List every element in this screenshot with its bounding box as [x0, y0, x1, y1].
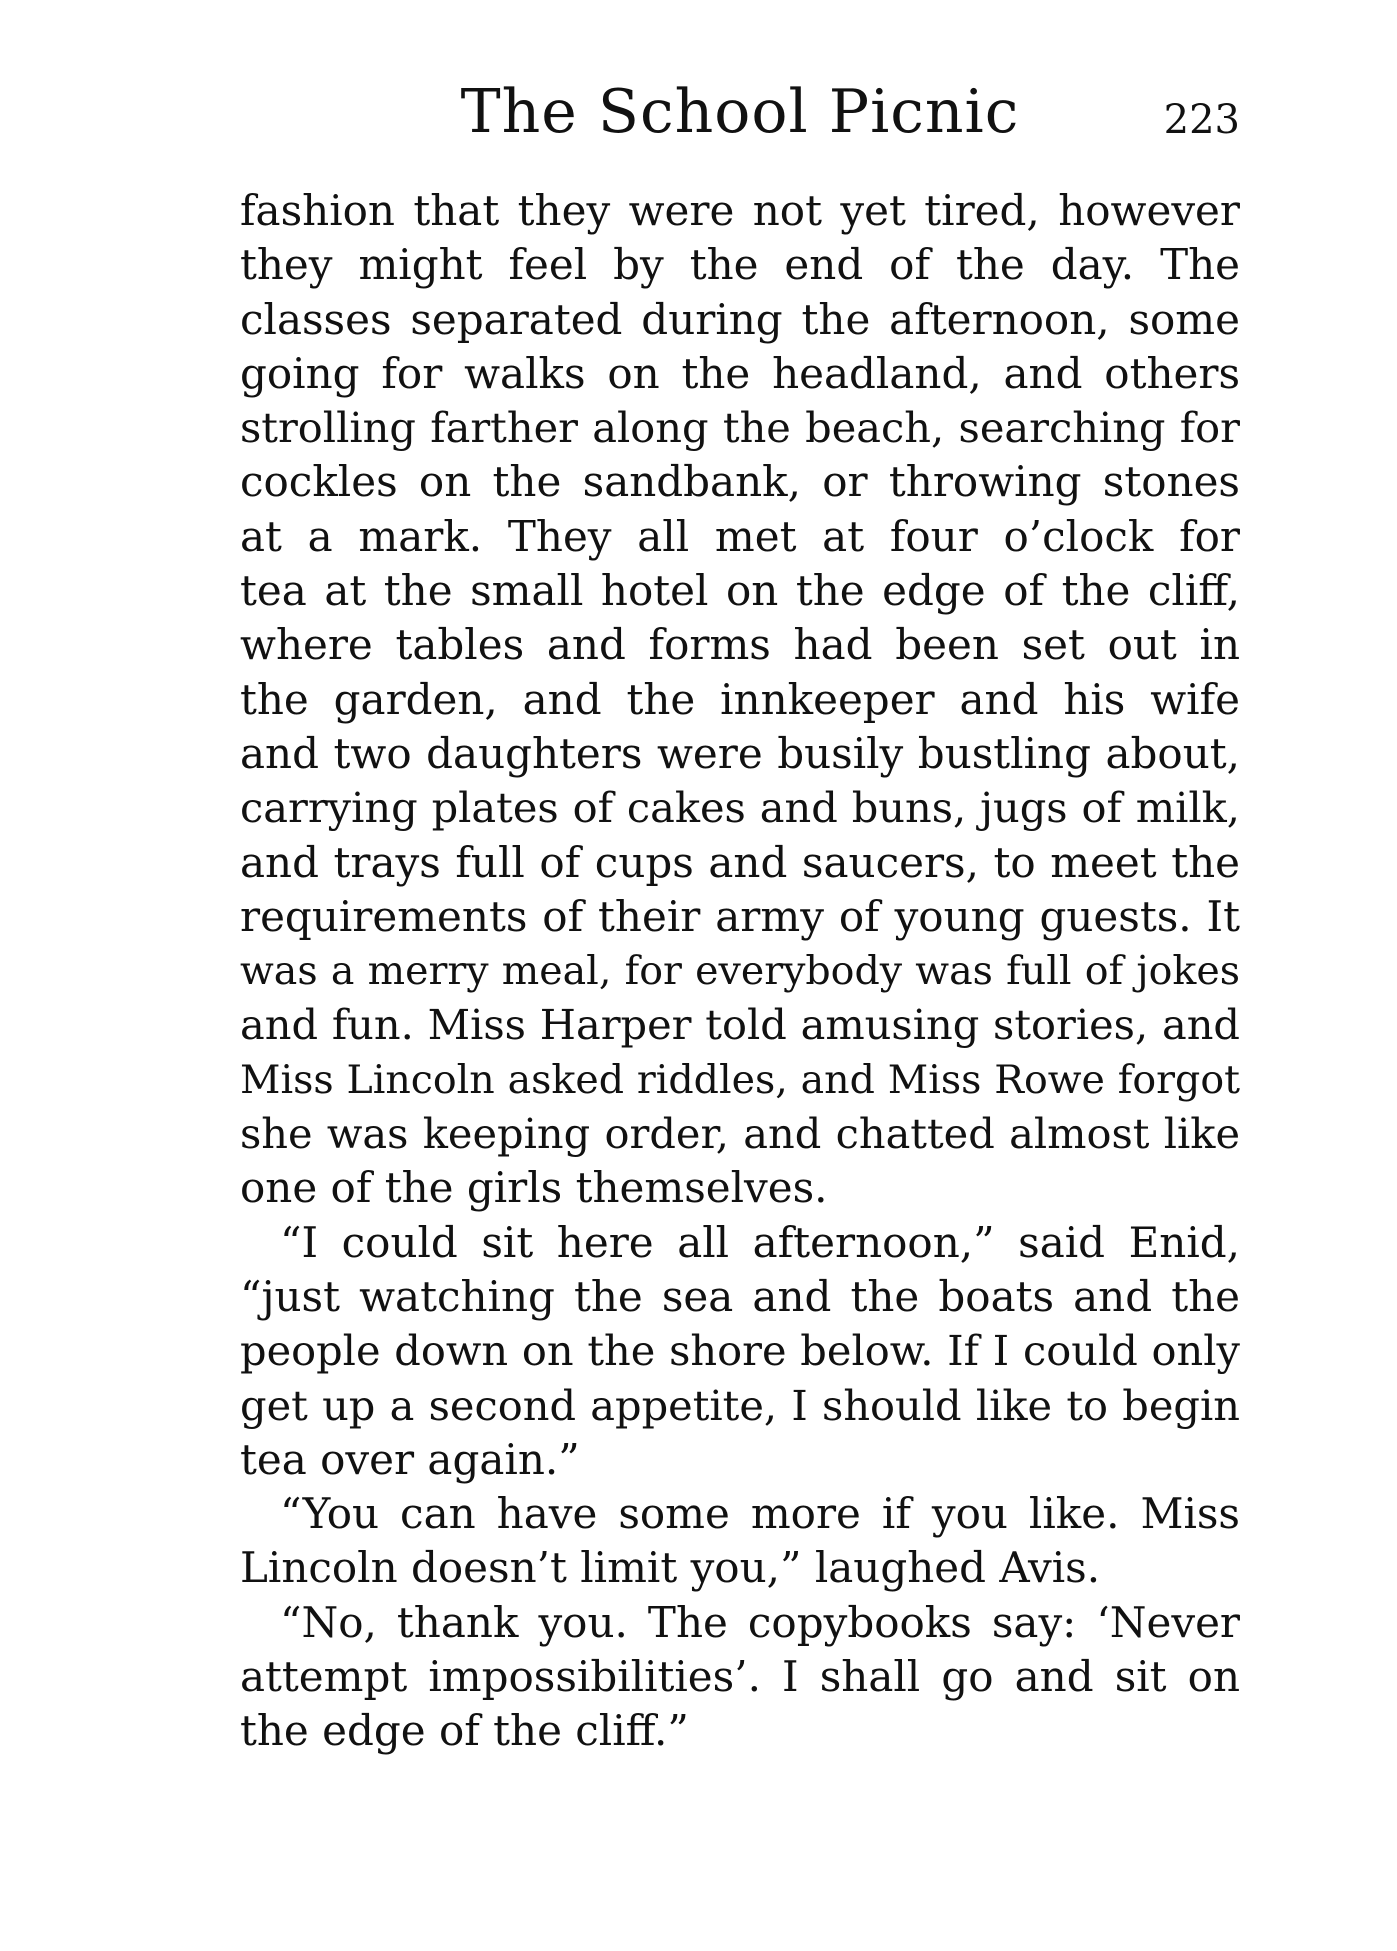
page-number: 223 — [1163, 97, 1240, 143]
text-line: one of the girls themselves. — [240, 1163, 828, 1213]
text-line: fashion that they were not yet tired, however — [240, 186, 1240, 235]
text-line: and fun. Miss Harper told amusing stories, and — [240, 1000, 1240, 1050]
text-line: classes separated during the afternoon, some — [240, 294, 1240, 344]
text-line: “just watching the sea and the boats and the — [240, 1271, 1240, 1321]
text-line: get up a second appetite, I should like to begin — [240, 1380, 1240, 1430]
text-line: people down on the shore below. If I could only — [240, 1326, 1240, 1376]
text-line: she was keeping order, and chatted almost like — [240, 1109, 1240, 1159]
running-title: The School Picnic — [460, 77, 1020, 147]
text-line: attempt impossibilities’. I shall go and sit on — [240, 1652, 1240, 1702]
text-line: “No, thank you. The copybooks say: ‘Never — [280, 1597, 1240, 1647]
page-header — [240, 72, 1240, 152]
text-line: and two daughters were busily bustling about, — [240, 728, 1240, 778]
text-line: tea over again.” — [240, 1434, 580, 1484]
text-line: Miss Lincoln asked riddles, and Miss Rowe forgot — [240, 1056, 1240, 1103]
text-line: the edge of the cliff.” — [240, 1706, 689, 1756]
text-line: they might feel by the end of the day. The — [240, 240, 1240, 290]
text-line: at a mark. They all met at four o’clock for — [240, 511, 1240, 561]
text-line: strolling farther along the beach, searching for — [240, 403, 1240, 453]
text-line: where tables and forms had been set out in — [240, 620, 1240, 670]
text-line: “I could sit here all afternoon,” said Enid, — [280, 1217, 1240, 1267]
text-line: was a merry meal, for everybody was full of jokes — [240, 948, 1240, 995]
text-line: cockles on the sandbank, or throwing stones — [240, 457, 1240, 507]
text-line: carrying plates of cakes and buns, jugs of milk, — [240, 783, 1240, 833]
body-text — [240, 184, 1240, 1759]
text-line: the garden, and the innkeeper and his wife — [240, 674, 1240, 724]
text-line: Lincoln doesn’t limit you,” laughed Avis. — [240, 1543, 1101, 1593]
text-line: tea at the small hotel on the edge of the cliff, — [240, 566, 1240, 616]
text-line: requirements of their army of young guests. It — [240, 891, 1240, 941]
text-line: going for walks on the headland, and others — [240, 348, 1240, 398]
text-line: and trays full of cups and saucers, to meet the — [240, 837, 1240, 887]
text-line: “You can have some more if you like. Miss — [280, 1489, 1240, 1539]
